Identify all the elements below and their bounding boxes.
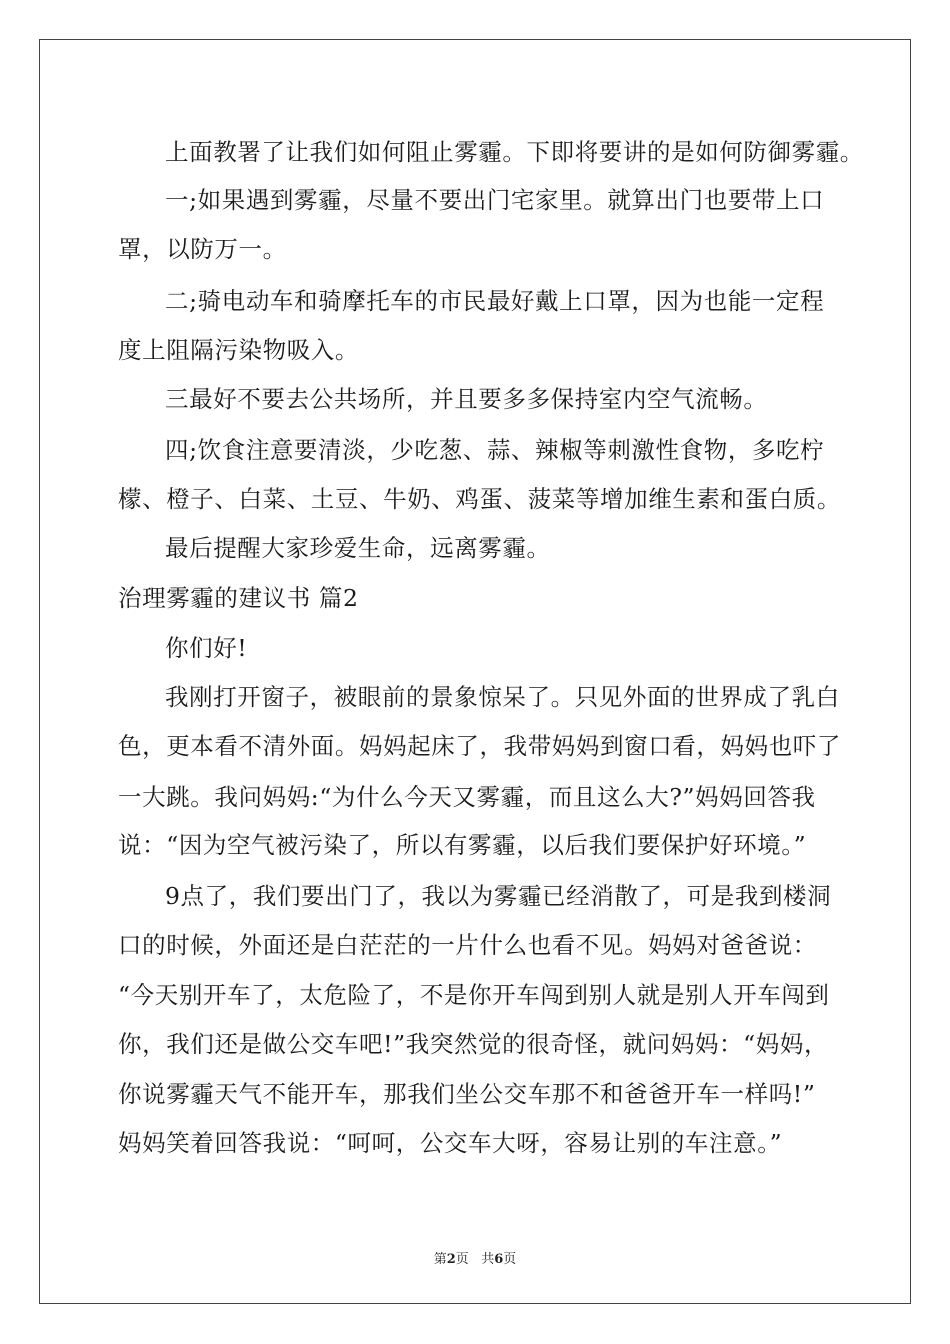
paragraph-line: 妈妈笑着回答我说：“呵呵，公交车大呀，容易让别的车注意。” xyxy=(118,1129,783,1157)
page-border xyxy=(39,39,911,1304)
paragraph-line: 最后提醒大家珍爱生命，远离雾霾。 xyxy=(165,534,551,562)
paragraph-line: 说：“因为空气被污染了，所以有雾霾，以后我们要保护好环境。” xyxy=(118,831,807,859)
paragraph-line: 度上阻隔污染物吸入。 xyxy=(118,336,359,364)
total-unit: 页 xyxy=(503,1252,517,1267)
paragraph-line: 一大跳。我问妈妈:“为什么今天又雾霾，而且这么大?”妈妈回答我 xyxy=(118,783,816,811)
page-footer xyxy=(0,1248,950,1267)
total-prefix: 共 xyxy=(481,1252,495,1267)
paragraph-line: 色，更本看不清外面。妈妈起床了，我带妈妈到窗口看，妈妈也吓了 xyxy=(118,732,841,760)
paragraph-line: 三最好不要去公共场所，并且要多多保持室内空气流畅。 xyxy=(165,385,768,413)
paragraph-line: 罩，以防万一。 xyxy=(118,235,287,263)
page-prefix: 第 xyxy=(433,1252,447,1267)
paragraph-line: 你，我们还是做公交车吧!”我突然觉的很奇怪，就问妈妈：“妈妈， xyxy=(118,1030,829,1058)
paragraph-line: 你说雾霾天气不能开车，那我们坐公交车那不和爸爸开车一样吗!” xyxy=(118,1080,816,1108)
section-heading: 治理雾霾的建议书 篇2 xyxy=(118,584,359,612)
paragraph-line: 檬、橙子、白菜、土豆、牛奶、鸡蛋、菠菜等增加维生素和蛋白质。 xyxy=(118,485,841,513)
paragraph-line: 四;饮食注意要清淡，少吃葱、蒜、辣椒等刺激性食物，多吃柠 xyxy=(165,436,825,464)
paragraph-line: 上面教署了让我们如何阻止雾霾。下即将要讲的是如何防御雾霾。 xyxy=(165,138,864,166)
paragraph-line: 我刚打开窗子，被眼前的景象惊呆了。只见外面的世界成了乳白 xyxy=(165,683,840,711)
total-page-number: 6 xyxy=(494,1252,504,1267)
paragraph-line: 口的时候，外面还是白茫茫的一片什么也看不见。妈妈对爸爸说： xyxy=(118,931,817,959)
paragraph-line: “今天别开车了，太危险了，不是你开车闯到别人就是别人开车闯到 xyxy=(118,981,830,1009)
paragraph-line: 一;如果遇到雾霾，尽量不要出门宅家里。就算出门也要带上口 xyxy=(165,186,825,214)
greeting-line: 你们好! xyxy=(165,634,248,662)
paragraph-line: 9点了，我们要出门了，我以为雾霾已经消散了，可是我到楼洞 xyxy=(165,882,832,910)
paragraph-line: 二;骑电动车和骑摩托车的市民最好戴上口罩，因为也能一定程 xyxy=(165,287,825,315)
page-unit: 页 xyxy=(455,1252,469,1267)
current-page-number: 2 xyxy=(446,1252,456,1267)
